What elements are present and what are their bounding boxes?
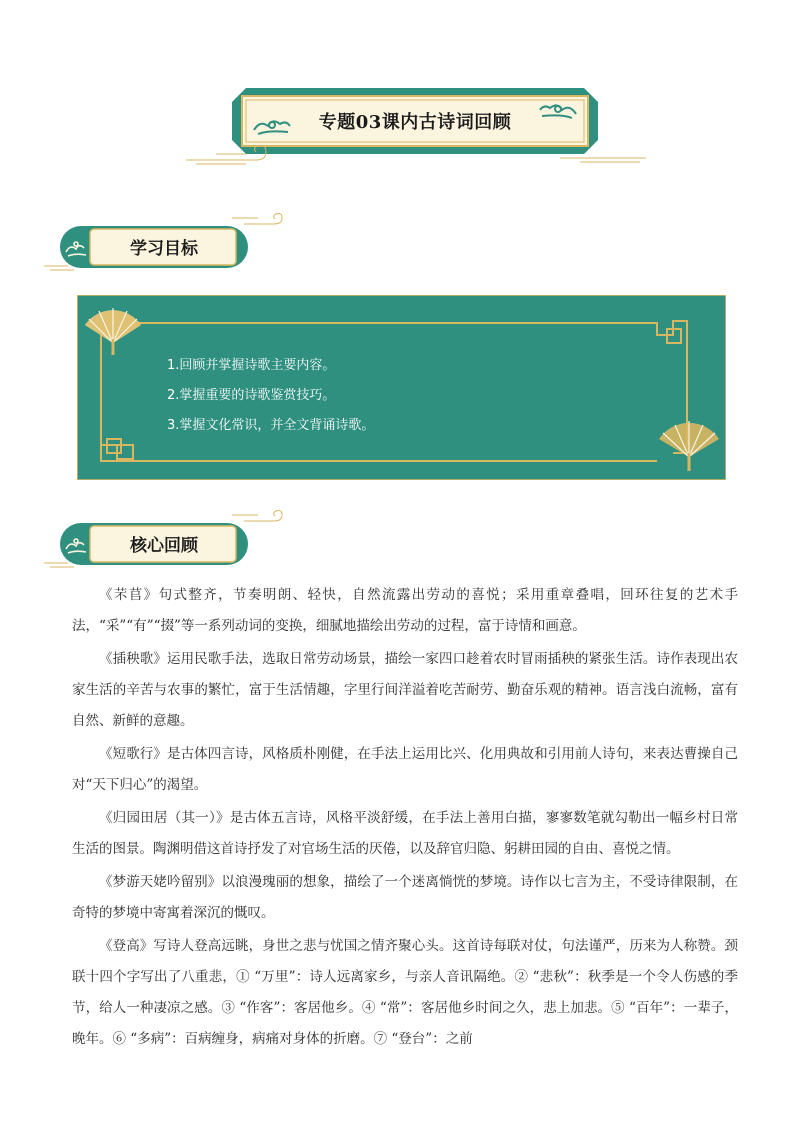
section-title-goals: 学习目标 [130, 238, 198, 259]
line-decoration-right [560, 152, 650, 166]
paragraph: 《登高》写诗人登高远眺，身世之悲与忧国之情齐聚心头。这首诗每联对仗，句法谨严，历来为人称赞。颈联十四个字写出了八重悲，① “万里”：诗人远离家乡，与亲人音讯隔绝。② “悲秋”：秋季是一个令人伤感的季节，给人一种凄凉之感。③ “作客”：客居他乡。④ “常”：客居他乡时间之久，悲上加悲。⑤ “百年”：一辈子，晚年。⑥ “多病”：百病缠身，病痛对身体的折磨。⑦ “登台”：之前 [72, 938, 738, 1047]
learning-goals-panel [77, 295, 726, 480]
paragraph: 《短歌行》是古体四言诗，风格质朴刚健，在手法上运用比兴、化用典故和引用前人诗句，来表达曹操自己对“天下归心”的渴望。 [72, 746, 738, 793]
goal-list [167, 351, 374, 441]
paragraph: 《芣苢》句式整齐，节奏明朗、轻快，自然流露出劳动的喜悦；采用重章叠唱，回环往复的艺术手法，“采”“有”“掇”等一系列动词的变换，细腻地描绘出劳动的过程，富于诗情和画意。 [72, 587, 738, 634]
section-header-goals [44, 210, 304, 280]
cloud-line-decoration-left [186, 140, 306, 166]
paragraph: 《归园田居（其一）》是古体五言诗，风格平淡舒缓，在手法上善用白描，寥寥数笔就勾勒出一幅乡村日常生活的图景。陶渊明借这首诗抒发了对官场生活的厌倦，以及辞官归隐、躬耕田园的自由、喜悦之情。 [72, 810, 738, 857]
goal-item: 2.掌握重要的诗歌鉴赏技巧。 [167, 388, 336, 403]
paragraph: 《插秧歌》运用民歌手法，选取日常劳动场景，描绘一家四口趁着农时冒雨插秧的紧张生活。诗作表现出农家生活的辛苦与农事的繁忙，富于生活情趣，字里行间洋溢着吃苦耐劳、勤奋乐观的精神。语言浅白流畅，富有自然、新鲜的意趣。 [72, 651, 738, 729]
review-content [72, 580, 738, 1057]
paragraph: 《梦游天姥吟留别》以浪漫瑰丽的想象，描绘了一个迷离惝恍的梦境。诗作以七言为主，不受诗律限制，在奇特的梦境中寄寓着深沉的慨叹。 [72, 874, 738, 921]
goal-item: 1.回顾并掌握诗歌主要内容。 [167, 358, 336, 373]
goal-item: 3.掌握文化常识，并全文背诵诗歌。 [167, 418, 375, 433]
section-title-review: 核心回顾 [130, 535, 198, 556]
section-header-review [44, 507, 304, 577]
page-title: 专题03课内古诗词回顾 [318, 112, 512, 133]
